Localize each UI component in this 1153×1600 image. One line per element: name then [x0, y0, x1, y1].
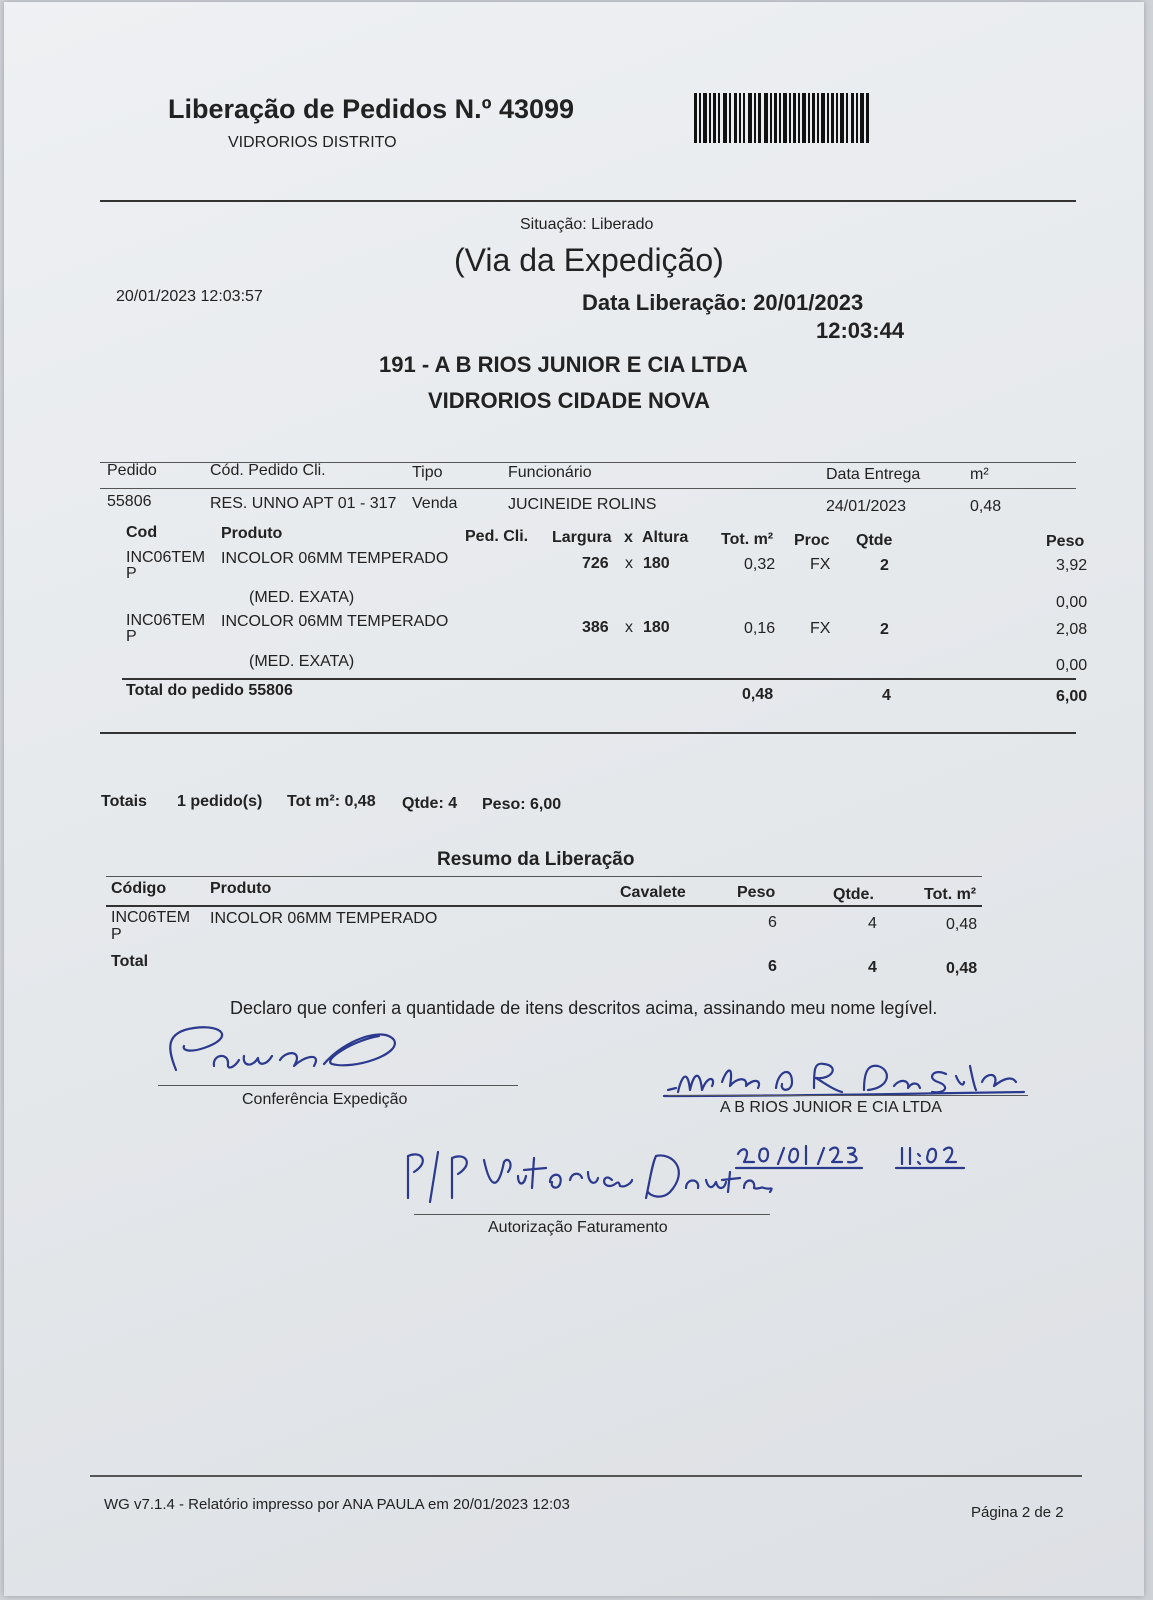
header-divider — [100, 200, 1076, 202]
resumo-header-codigo: Código — [111, 880, 167, 897]
item-cod: INC06TEM — [126, 612, 206, 629]
order-m2: 0,48 — [970, 498, 1002, 515]
signature-line-autorizacao — [414, 1214, 770, 1215]
handwritten-date — [732, 1140, 982, 1176]
barcode-image — [694, 93, 870, 143]
signature-label-conferencia: Conferência Expedição — [242, 1091, 408, 1108]
item-proc: FX — [810, 556, 831, 573]
resumo-title: Resumo da Liberação — [437, 849, 635, 870]
resumo-top-rule — [106, 876, 982, 877]
resumo-header-cavalete: Cavalete — [620, 884, 686, 901]
resumo-produto: INCOLOR 06MM TEMPERADO — [210, 910, 438, 927]
resumo-codigo: INC06TEM — [111, 909, 191, 926]
handwritten-signature-conferencia — [154, 1020, 414, 1090]
print-timestamp: 20/01/2023 12:03:57 — [116, 288, 263, 305]
order-total-label: Total do pedido 55806 — [126, 682, 293, 699]
item-sub-peso: 0,00 — [1056, 657, 1088, 674]
col-header-proc: Proc — [794, 532, 830, 549]
item-peso: 3,92 — [1056, 557, 1088, 574]
order-table-header-rule — [100, 488, 1076, 489]
resumo-total-m2: 0,48 — [946, 960, 978, 977]
col-header-qtde: Qtde — [856, 532, 893, 549]
col-header-m2: m² — [970, 466, 989, 483]
col-header-altura: Altura — [642, 529, 689, 546]
item-cod-cont: P — [126, 565, 137, 582]
item-x: x — [625, 619, 633, 636]
item-altura: 180 — [643, 619, 670, 636]
col-header-ped-cli: Ped. Cli. — [465, 528, 529, 545]
order-data-entrega: 24/01/2023 — [826, 498, 907, 515]
item-tot-m2: 0,32 — [744, 556, 776, 573]
resumo-header-rule — [106, 905, 982, 907]
signature-label-autorizacao: Autorização Faturamento — [488, 1219, 668, 1236]
item-tot-m2: 0,16 — [744, 620, 776, 637]
order-pedido: 55806 — [107, 493, 152, 510]
footer-printed-by: WG v7.1.4 - Relatório impresso por ANA PAULA em 20/01/2023 12:03 — [104, 1496, 570, 1513]
item-largura: 726 — [582, 555, 609, 572]
item-qtde: 2 — [880, 557, 889, 574]
signature-label-cliente: A B RIOS JUNIOR E CIA LTDA — [720, 1099, 942, 1116]
order-total-qtde: 4 — [882, 687, 891, 704]
resumo-header-tot-m2: Tot. m² — [924, 886, 977, 903]
company-name: VIDRORIOS DISTRITO — [228, 134, 397, 151]
document-title: Liberação de Pedidos N.º 43099 — [168, 94, 575, 124]
item-sub-note: (MED. EXATA) — [249, 653, 355, 670]
resumo-header-produto: Produto — [210, 880, 272, 897]
col-header-data-entrega: Data Entrega — [826, 466, 921, 483]
item-altura: 180 — [643, 555, 670, 572]
item-largura: 386 — [582, 619, 609, 636]
item-produto: INCOLOR 06MM TEMPERADO — [221, 613, 449, 630]
col-header-x: x — [624, 529, 633, 546]
col-header-cod-pedido-cli: Cód. Pedido Cli. — [210, 462, 326, 479]
resumo-qtde: 4 — [868, 915, 877, 932]
totais-tot-m2: Tot m²: 0,48 — [287, 793, 376, 810]
signature-line-conferencia — [158, 1085, 518, 1086]
item-sub-note: (MED. EXATA) — [249, 589, 355, 606]
order-cod-pedido-cli: RES. UNNO APT 01 - 317 — [210, 495, 397, 512]
col-header-produto: Produto — [221, 525, 283, 542]
resumo-codigo-cont: P — [111, 926, 122, 943]
item-x: x — [625, 555, 633, 572]
totais-label: Totais — [101, 793, 147, 810]
item-cod: INC06TEM — [126, 549, 206, 566]
col-header-funcionario: Funcionário — [508, 464, 592, 481]
totais-pedidos: 1 pedido(s) — [177, 793, 263, 810]
order-section-end-rule — [100, 732, 1076, 734]
item-cod-cont: P — [126, 628, 137, 645]
items-total-rule — [122, 678, 1076, 680]
order-total-peso: 6,00 — [1056, 688, 1088, 705]
totais-peso: Peso: 6,00 — [482, 796, 562, 813]
resumo-total-label: Total — [111, 953, 149, 970]
order-funcionario: JUCINEIDE ROLINS — [508, 496, 657, 513]
item-sub-peso: 0,00 — [1056, 594, 1088, 611]
resumo-header-peso: Peso — [737, 884, 776, 901]
document-page — [4, 2, 1144, 1596]
item-qtde: 2 — [880, 621, 889, 638]
via-expedicao-title: (Via da Expedição) — [454, 242, 724, 278]
footer-rule — [90, 1475, 1082, 1477]
col-header-tot-m2: Tot. m² — [721, 531, 774, 548]
data-liberacao-time: 12:03:44 — [816, 318, 905, 343]
col-header-pedido: Pedido — [107, 462, 157, 479]
resumo-header-qtde: Qtde. — [833, 886, 874, 903]
resumo-total-peso: 6 — [768, 958, 777, 975]
resumo-total-qtde: 4 — [868, 959, 877, 976]
client-name: 191 - A B RIOS JUNIOR E CIA LTDA — [379, 352, 748, 377]
resumo-peso: 6 — [768, 914, 777, 931]
col-header-peso: Peso — [1046, 533, 1085, 550]
order-tipo: Venda — [412, 495, 458, 512]
signature-line-cliente — [668, 1095, 1028, 1096]
col-header-tipo: Tipo — [412, 464, 443, 481]
data-liberacao: Data Liberação: 20/01/2023 — [582, 290, 864, 315]
declaration-text: Declaro que conferi a quantidade de itens descritos acima, assinando meu nome legível. — [230, 998, 938, 1018]
col-header-cod: Cod — [126, 524, 158, 541]
col-header-largura: Largura — [552, 529, 612, 546]
client-store: VIDRORIOS CIDADE NOVA — [428, 388, 710, 413]
totais-qtde: Qtde: 4 — [402, 795, 458, 812]
order-total-m2: 0,48 — [742, 686, 774, 703]
item-produto: INCOLOR 06MM TEMPERADO — [221, 550, 449, 567]
situacao-label: Situação: Liberado — [520, 216, 654, 233]
footer-page-number: Página 2 de 2 — [971, 1504, 1064, 1521]
item-peso: 2,08 — [1056, 621, 1088, 638]
resumo-tot-m2: 0,48 — [946, 916, 978, 933]
item-proc: FX — [810, 620, 831, 637]
